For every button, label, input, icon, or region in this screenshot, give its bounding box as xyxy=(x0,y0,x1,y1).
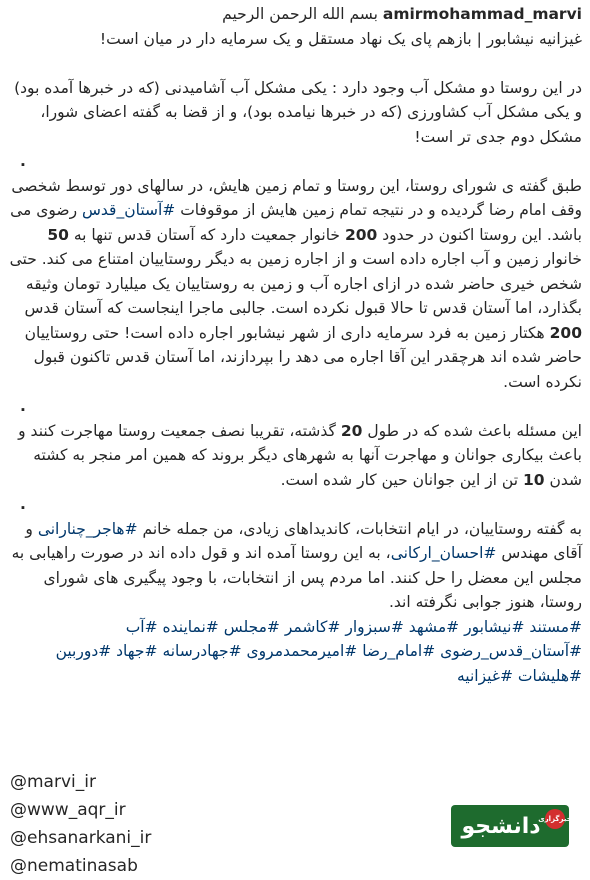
hashtag-item[interactable]: #نیشابور xyxy=(464,617,525,636)
hashtag-item[interactable]: #سبزوار xyxy=(345,617,404,636)
caption-headline: غیزانیه نیشابور | بازهم پای یک نهاد مستقل و یک سرمایه دار در میان است! xyxy=(99,29,582,48)
number-200: 200 xyxy=(344,225,378,244)
para3-text-b: گذشته، تقریبا نصف جمعیت روستا مهاجرت کنند و باعث بیکاری جوانان و مهاجرت آنها به شهرهای دیگر بروند که همین امر منجر به کشته شدن xyxy=(18,421,582,489)
hashtag-item[interactable]: #جهاد xyxy=(116,642,158,660)
hashtag-item[interactable]: #آب xyxy=(125,617,158,636)
danshjoo-news-logo xyxy=(451,805,572,847)
basmala-text: بسم الله الرحمن الرحیم xyxy=(222,5,378,23)
logo-text: دانشجو xyxy=(461,813,541,839)
para3-text-c: تن از این جوانان حین کار شده است. xyxy=(280,470,519,489)
hashtag-item[interactable]: #غیزانیه xyxy=(457,666,513,685)
para4-text-c: ، به این روستا آمده اند و قول داده اند در صورت راهیابی به مجلس این معضل را حل کنند. اما مردم پس از انتخابات، با وجود پیگیری های شورای روستا، هنوز جوابی نگرفته اند. xyxy=(11,544,582,611)
post-caption xyxy=(6,2,582,688)
para3-text-a: این مسئله باعث شده که در طول xyxy=(367,421,582,440)
hashtag-item[interactable]: #آستان_قدس_رضوی xyxy=(440,642,582,660)
caption-paragraph-4 xyxy=(6,517,582,615)
caption-line-1 xyxy=(6,2,582,27)
hashtag-ehsan[interactable]: #احسان_ارکانی xyxy=(390,544,497,562)
hashtag-item[interactable]: #جهادرسانه xyxy=(162,642,242,660)
hashtag-item[interactable]: #امیرمحمدمروی xyxy=(246,642,358,660)
caption-paragraph-1: در این روستا دو مشکل آب وجود دارد : یکی مشکل آب آشامیدنی (که در خبرها آمده بود) و یکی مشکل آب کشاورزی (که در خبرها نیامده بود)، و از قضا به گفته اعضای شورا، مشکل دوم جدی تر است! xyxy=(14,78,582,146)
spacer xyxy=(6,51,582,76)
mention-link[interactable]: @www_aqr_ir xyxy=(10,800,126,820)
number-20: 20 xyxy=(340,421,363,440)
number-50: 50 xyxy=(47,225,69,244)
caption-paragraph-2 xyxy=(6,174,582,395)
dot-separator-1: . xyxy=(20,152,26,170)
mention-link[interactable]: @ehsanarkani_ir xyxy=(10,828,152,848)
hashtag-list xyxy=(6,615,582,689)
number-10: 10 xyxy=(522,470,545,489)
dot-separator-2: . xyxy=(20,397,26,415)
para2-text-e: هکتار زمین به فرد سرمایه داری از شهر نیشابور اجاره داده است! حتی روستاییان حاضر شده اند هرچقدر این آقا اجاره می دهد را بپردازند، اما آستان قدس تاکنون قبول نکرده است. xyxy=(24,323,582,391)
caption-paragraph-3 xyxy=(6,419,582,493)
para2-text-d: خانوار زمین و آب اجاره داده است و از اجاره زمین به دیگر روستاییان امتناع می کند. حتی شخص خیری حاضر شده در ازای اجاره آب و زمین به روستاییان یک میلیارد تومان وثیقه بگذارد، اما آستان قدس تا حالا قبول نکرده است. جالبی ماجرا اینجاست که آستان قدس xyxy=(9,250,582,317)
mention-link[interactable]: @marvi_ir xyxy=(10,772,96,792)
hashtag-item[interactable]: #هلیشات xyxy=(517,666,582,685)
para4-text-b: و آقای مهندس xyxy=(25,519,582,562)
hashtag-item[interactable]: #مستند xyxy=(529,617,582,636)
para2-text-a: طبق گفته ی شورای روستا، این روستا و تمام زمین هایش، در سالهای دور توسط شخصی وقف امام رضا گردیده و در نتیجه تمام زمین هایش از موقوفات xyxy=(11,176,582,219)
para4-text-a: به گفته روستاییان، در ایام انتخابات، کاندیداهای زیادی، من جمله خانم xyxy=(142,519,582,538)
hashtag-item[interactable]: #نماینده xyxy=(162,617,219,636)
hashtag-item[interactable]: #دوربین xyxy=(55,642,112,660)
mention-list xyxy=(10,768,151,880)
para2-text-c: خانوار جمعیت دارد که آستان قدس تنها به xyxy=(73,225,341,244)
hashtag-item[interactable]: #امام_رضا xyxy=(362,642,436,660)
hashtag-item[interactable]: #مجلس xyxy=(223,617,280,636)
mention-link[interactable]: @nematinasab xyxy=(10,856,138,876)
number-200-hectare: 200 xyxy=(549,323,582,342)
logo-badge: خبرگزاری xyxy=(545,809,565,829)
username-link[interactable]: amirmohammad_marvi xyxy=(382,5,582,23)
para2-text-b: رضوی می باشد. این روستا اکنون در حدود xyxy=(10,201,582,244)
hashtag-item[interactable]: #کاشمر xyxy=(284,617,341,636)
hashtag-astan-qods[interactable]: #آستان_قدس xyxy=(82,201,176,219)
dot-separator-3: . xyxy=(20,495,26,513)
hashtag-item[interactable]: #مشهد xyxy=(408,617,460,636)
hashtag-hajar[interactable]: #هاجر_چنارانی xyxy=(37,519,138,538)
